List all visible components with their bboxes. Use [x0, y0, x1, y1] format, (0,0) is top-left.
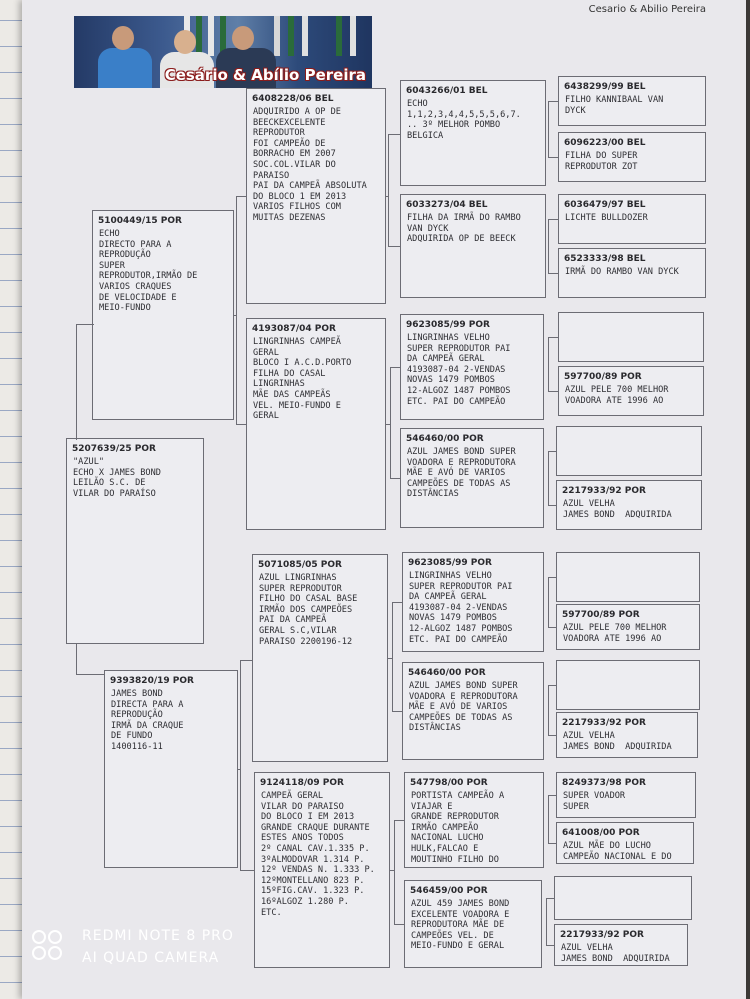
connector-line [548, 451, 549, 505]
connector-line [548, 219, 558, 220]
bird-description: LINGRINHAS VELHO SUPER REPRODUTOR PAI DA CAMPEÃ GERAL 4193087-04 2-VENDAS NOVAS 1479 POMBOS 12-ALGOZ 1487 POMBOS ETC. PAI DO CAMPEÃO [409, 571, 513, 645]
connector-line [390, 478, 400, 479]
camera-logo-icon [30, 930, 70, 970]
bird-description: AZUL JAMES BOND SUPER VOADORA E REPRODUTORA MÃE E AVÓ DE VARIOS CAMPEÕES DE TODAS AS DISTÂNCIAS [409, 681, 518, 734]
connector-line [548, 795, 556, 796]
gen4-box [558, 366, 704, 416]
bird-description: IRMÃ DO RAMBO VAN DYCK [565, 267, 679, 277]
ring-number: 9623085/99 POR [406, 320, 490, 330]
connector-line [236, 196, 237, 424]
connector-line [238, 769, 241, 770]
gen4-box [556, 822, 694, 864]
connector-line [548, 337, 549, 391]
connector-line [548, 337, 558, 338]
watermark-line-2: AI QUAD CAMERA [82, 950, 220, 966]
ring-number: 6523333/98 BEL [564, 254, 646, 264]
connector-line [390, 367, 400, 368]
connector-line [548, 505, 556, 506]
gen4-box [554, 876, 692, 920]
gen4-box [556, 480, 702, 530]
ring-number: 597700/89 POR [562, 610, 640, 620]
ring-number: 2217933/92 POR [562, 486, 646, 496]
ring-number: 546459/00 POR [410, 886, 488, 896]
connector-line [394, 924, 404, 925]
connector-line [548, 577, 549, 627]
gen4-box [558, 248, 706, 298]
ring-number: 9393820/19 POR [110, 676, 194, 686]
ring-number: 4193087/04 POR [252, 324, 336, 334]
banner-title: Cesário & Abílio Pereira [164, 66, 366, 84]
ring-number: 5100449/15 POR [98, 216, 182, 226]
ring-number: 2217933/92 POR [562, 718, 646, 728]
banner-photo [74, 16, 372, 88]
subject-box [66, 438, 204, 644]
gen3-box [402, 662, 544, 760]
connector-line [76, 324, 77, 440]
connector-line [548, 101, 549, 157]
bird-description: LINGRINHAS VELHO SUPER REPRODUTOR PAI DA CAMPEÃ GERAL 4193087-04 2-VENDAS NOVAS 1479 POMBOS 12-ALGOZ 1487 POMBOS ETC. PAI DO CAMPEÃO [407, 333, 511, 407]
connector-line [240, 660, 252, 661]
gen3-box [400, 314, 544, 420]
connector-line [394, 820, 395, 924]
connector-line [548, 577, 556, 578]
bird-description: AZUL VELHA JAMES BOND ADQUIRIDA [563, 499, 672, 520]
ring-number: 546460/00 POR [408, 668, 486, 678]
ring-number: 6033273/04 BEL [406, 200, 488, 210]
ring-number: 597700/89 POR [564, 372, 642, 382]
bird-description: LICHTE BULLDOZER [565, 213, 648, 223]
ring-number: 641008/00 POR [562, 828, 640, 838]
connector-line [390, 870, 395, 871]
connector-line [546, 898, 547, 945]
gen3-box [400, 194, 546, 298]
bird-description: AZUL JAMES BOND SUPER VOADORA E REPRODUTORA MÃE E AVÓ DE VARIOS CAMPEÕES DE TODAS AS DISTÂNCIAS [407, 447, 516, 500]
connector-line [392, 602, 393, 711]
connector-line [548, 391, 558, 392]
connector-line [548, 273, 558, 274]
connector-line [548, 219, 549, 273]
bird-description: AZUL VELHA JAMES BOND ADQUIRIDA [561, 943, 670, 964]
ring-number: 546460/00 POR [406, 434, 484, 444]
bird-description: AZUL MÃE DO LUCHO CAMPEÃO NACIONAL E DO [563, 841, 672, 862]
connector-line [388, 134, 389, 246]
connector-line [236, 424, 246, 425]
connector-line [388, 134, 400, 135]
dam-box [104, 670, 238, 868]
connector-line [548, 843, 556, 844]
gen4-box [556, 772, 696, 818]
ring-number: 8249373/98 POR [562, 778, 646, 788]
connector-line [548, 627, 556, 628]
ring-number: 6438299/99 BEL [564, 82, 646, 92]
gen4-box [556, 552, 700, 602]
ring-number: 6096223/00 BEL [564, 138, 646, 148]
ring-number: 6408228/06 BEL [252, 94, 334, 104]
gen4-box [558, 312, 704, 362]
gen3-box [400, 80, 546, 186]
gen2-box [246, 318, 386, 530]
gen4-box [556, 660, 700, 710]
ring-number: 9623085/99 POR [408, 558, 492, 568]
bird-description: LINGRINHAS CAMPEÃ GERAL BLOCO I A.C.D.PORTO FILHA DO CASAL LINGRINHAS MÃE DAS CAMPEÃS VEL. MEIO-FUNDO E GERAL [253, 337, 352, 422]
watermark-line-1: REDMI NOTE 8 PRO [82, 928, 234, 944]
ring-number: 2217933/92 POR [560, 930, 644, 940]
gen4-box [556, 712, 698, 758]
bird-description: FILHA DA IRMÃ DO RAMBO VAN DYCK ADQUIRIDA OP DE BEECK [407, 213, 521, 245]
bird-description: FILHO KANNIBAAL VAN DYCK [565, 95, 664, 116]
gen4-box [554, 924, 688, 966]
owner-header: Cesario & Abilio Pereira [588, 4, 706, 15]
connector-line [548, 451, 556, 452]
gen3-box [402, 552, 544, 652]
bird-description: PORTISTA CAMPEÃO A VIAJAR E GRANDE REPRODUTOR IRMÃO CAMPEÃO NACIONAL LUCHO HULK,FALCAO E MOUTINHO FILHO DO [411, 791, 505, 865]
gen2-box [254, 772, 390, 968]
gen2-box [246, 88, 386, 304]
connector-line [240, 870, 254, 871]
bird-description: AZUL LINGRINHAS SUPER REPRODUTOR FILHO DO CASAL BASE IRMÃO DOS CAMPEÕES PAI DA CAMPEÃ GERAL S.C,VILAR PARAISO 2200196-12 [259, 573, 358, 647]
ring-number: 6036479/97 BEL [564, 200, 646, 210]
ring-number: 5207639/25 POR [72, 444, 156, 454]
connector-line [548, 101, 558, 102]
bird-description: "AZUL" ECHO X JAMES BOND LEILÃO S.C. DE VILAR DO PARAÍSO [73, 457, 161, 499]
bird-description: FILHA DO SUPER REPRODUTOR ZOT [565, 151, 638, 172]
gen3-box [404, 772, 544, 868]
connector-line [394, 820, 404, 821]
gen4-box [558, 76, 706, 126]
bird-description: AZUL PELE 700 MELHOR VOADORA ATE 1996 AO [563, 623, 667, 644]
connector-line [548, 735, 556, 736]
connector-line [386, 424, 391, 425]
gen2-box [252, 554, 388, 762]
connector-line [236, 196, 246, 197]
bird-description: AZUL PELE 700 MELHOR VOADORA ATE 1996 AO [565, 385, 669, 406]
gen3-box [404, 880, 542, 968]
gen4-box [556, 426, 702, 476]
bird-description: AZUL VELHA JAMES BOND ADQUIRIDA [563, 731, 672, 752]
connector-line [390, 367, 391, 478]
connector-line [548, 685, 549, 735]
ring-number: 547798/00 POR [410, 778, 488, 788]
bird-description: JAMES BOND DIRECTA PARA A REPRODUÇÃO IRMÃ DA CRAQUE DE FUNDO 1400116-11 [111, 689, 184, 752]
connector-line [548, 795, 549, 843]
sire-box [92, 210, 234, 420]
bird-description: CAMPEÃ GERAL VILAR DO PARAISO DO BLOCO I EM 2013 GRANDE CRAQUE DURANTE ESTES ANOS TODOS 2º CANAL CAV.1.335 P. 3ºALMODOVAR 1.314 P. 12º VENDAS N. 1.333 P. 12ºMONTELLANO 823 P. 15ºFIG.CAV. 1.323 P. 16ºALGOZ 1.280 P. ETC. [261, 791, 375, 918]
bird-description: ECHO DIRECTO PARA A REPRODUÇÃO SUPER REPRODUTOR,IRMÃO DE VARIOS CRAQUES DE VELOCIDADE E MEIO-FUNDO [99, 229, 198, 314]
connector-line [392, 711, 402, 712]
connector-line [76, 644, 77, 674]
bird-description: ADQUIRIDO A OP DE BEECKEXCELENTE REPRODUTOR FOI CAMPEÃO DE BORRACHO EM 2007 SOC.COL.VILAR DO PARAISO PAI DA CAMPEÃ ABSOLUTA DO BLOCO 1 EM 2013 VARIOS FILHOS COM MUITAS DEZENAS [253, 107, 367, 223]
gen4-box [558, 194, 706, 244]
gen4-box [558, 132, 706, 182]
ring-number: 6043266/01 BEL [406, 86, 488, 96]
connector-line [546, 898, 554, 899]
connector-line [240, 660, 241, 870]
connector-line [388, 246, 400, 247]
ring-number: 5071085/05 POR [258, 560, 342, 570]
connector-line [392, 602, 402, 603]
connector-line [76, 674, 104, 675]
connector-line [546, 945, 554, 946]
gen4-box [556, 604, 700, 650]
bird-description: ECHO 1,1,2,3,4,4,5,5,5,6,7. .. 3º MELHOR POMBO BELGICA [407, 99, 521, 141]
connector-line [548, 685, 556, 686]
connector-line [76, 324, 94, 325]
connector-line [548, 157, 558, 158]
connector-line [386, 196, 389, 197]
ring-number: 9124118/09 POR [260, 778, 344, 788]
gen3-box [400, 428, 544, 528]
connector-line [388, 658, 393, 659]
bird-description: SUPER VOADOR SUPER [563, 791, 626, 812]
connector-line [234, 315, 237, 316]
bird-description: AZUL 459 JAMES BOND EXCELENTE VOADORA E REPRODUTORA MÃE DE CAMPEÕES VEL. DE MEIO-FUNDO E GERAL [411, 899, 510, 952]
